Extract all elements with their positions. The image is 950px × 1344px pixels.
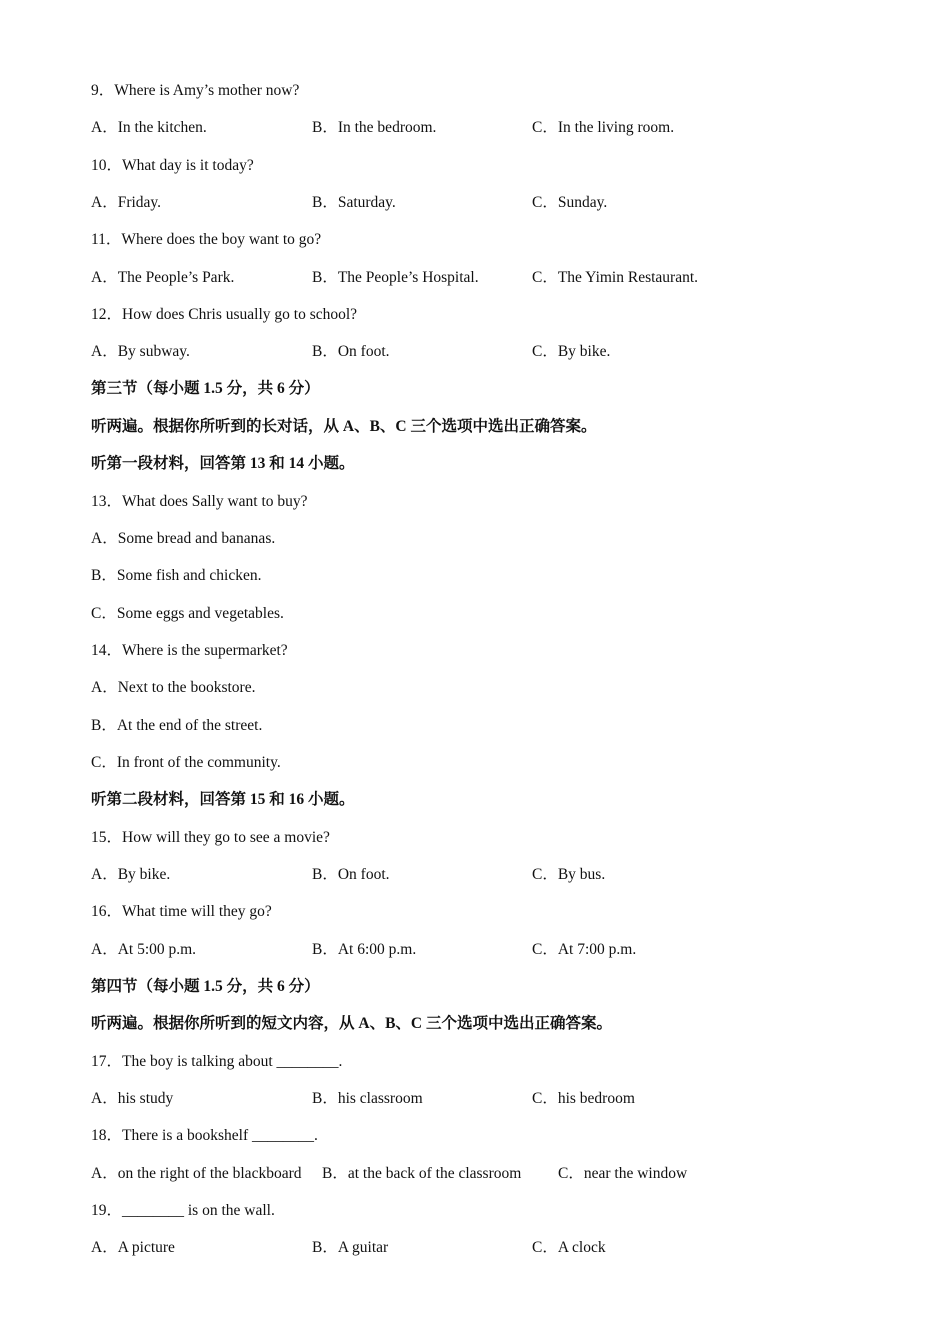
question-12-options: [91, 342, 911, 362]
section-3-title: 第三节（每小题 1.5 分，共 6 分）: [91, 380, 320, 397]
question-13-option-b: B．Some fish and chicken.: [91, 567, 262, 584]
question-17-stem: 17．The boy is talking about ________.: [91, 1053, 343, 1070]
section-3-instruction: 听两遍。根据你所听到的长对话，从 A、B、C 三个选项中选出正确答案。: [91, 418, 597, 435]
option-b: B．On foot.: [312, 343, 390, 360]
option-c: C．The Yimin Restaurant.: [532, 269, 699, 286]
question-10-stem: 10．What day is it today?: [91, 157, 254, 174]
material-1-heading: 听第一段材料，回答第 13 和 14 小题。: [91, 455, 355, 472]
question-16-stem: 16．What time will they go?: [91, 903, 272, 920]
option-a: A．The People’s Park.: [91, 269, 235, 286]
option-b: B．his classroom: [312, 1090, 423, 1107]
question-16-options: [91, 940, 911, 960]
question-14-option-c: C．In front of the community.: [91, 754, 281, 771]
question-12-stem: 12．How does Chris usually go to school?: [91, 306, 358, 323]
question-13-option-c: C．Some eggs and vegetables.: [91, 605, 284, 622]
material-2-heading: 听第二段材料，回答第 15 和 16 小题。: [91, 791, 355, 808]
option-b: B．A guitar: [312, 1239, 389, 1256]
question-13-stem: 13．What does Sally want to buy?: [91, 493, 308, 510]
option-b: B．at the back of the classroom: [322, 1165, 522, 1182]
question-14-stem: 14．Where is the supermarket?: [91, 642, 288, 659]
section-4-title: 第四节（每小题 1.5 分，共 6 分）: [91, 978, 320, 995]
option-c: C．Sunday.: [532, 194, 608, 211]
option-b: B．The People’s Hospital.: [312, 269, 479, 286]
question-18-stem: 18．There is a bookshelf ________.: [91, 1127, 318, 1144]
question-19-stem: 19．________ is on the wall.: [91, 1202, 275, 1219]
question-11-stem: 11．Where does the boy want to go?: [91, 231, 322, 248]
question-18-options: [91, 1164, 911, 1184]
option-a: A．A picture: [91, 1239, 175, 1256]
question-11-options: [91, 268, 911, 288]
question-15-options: [91, 865, 911, 885]
option-c: C．In the living room.: [532, 119, 675, 136]
option-b: B．At 6:00 p.m.: [312, 941, 417, 958]
option-a: A．on the right of the blackboard: [91, 1165, 302, 1182]
question-14-option-a: A．Next to the bookstore.: [91, 679, 256, 696]
option-a: A．Friday.: [91, 194, 162, 211]
option-a: A．By subway.: [91, 343, 190, 360]
option-c: C．his bedroom: [532, 1090, 635, 1107]
question-14-option-b: B．At the end of the street.: [91, 717, 263, 734]
option-c: C．By bike.: [532, 343, 611, 360]
option-c: C．near the window: [558, 1165, 688, 1182]
option-a: A．his study: [91, 1090, 174, 1107]
question-13-option-a: A．Some bread and bananas.: [91, 530, 276, 547]
option-a: A．In the kitchen.: [91, 119, 207, 136]
section-4-instruction: 听两遍。根据你所听到的短文内容，从 A、B、C 三个选项中选出正确答案。: [91, 1015, 612, 1032]
option-b: B．On foot.: [312, 866, 390, 883]
option-c: C．A clock: [532, 1239, 606, 1256]
question-15-stem: 15．How will they go to see a movie?: [91, 829, 330, 846]
option-a: A．By bike.: [91, 866, 171, 883]
question-10-options: [91, 193, 911, 213]
option-b: B．In the bedroom.: [312, 119, 437, 136]
option-c: C．By bus.: [532, 866, 606, 883]
option-b: B．Saturday.: [312, 194, 396, 211]
option-c: C．At 7:00 p.m.: [532, 941, 637, 958]
question-19-options: [91, 1238, 911, 1258]
question-17-options: [91, 1089, 911, 1109]
question-9-stem: 9．Where is Amy’s mother now?: [91, 82, 300, 99]
option-a: A．At 5:00 p.m.: [91, 941, 197, 958]
question-9-options: [91, 118, 911, 138]
